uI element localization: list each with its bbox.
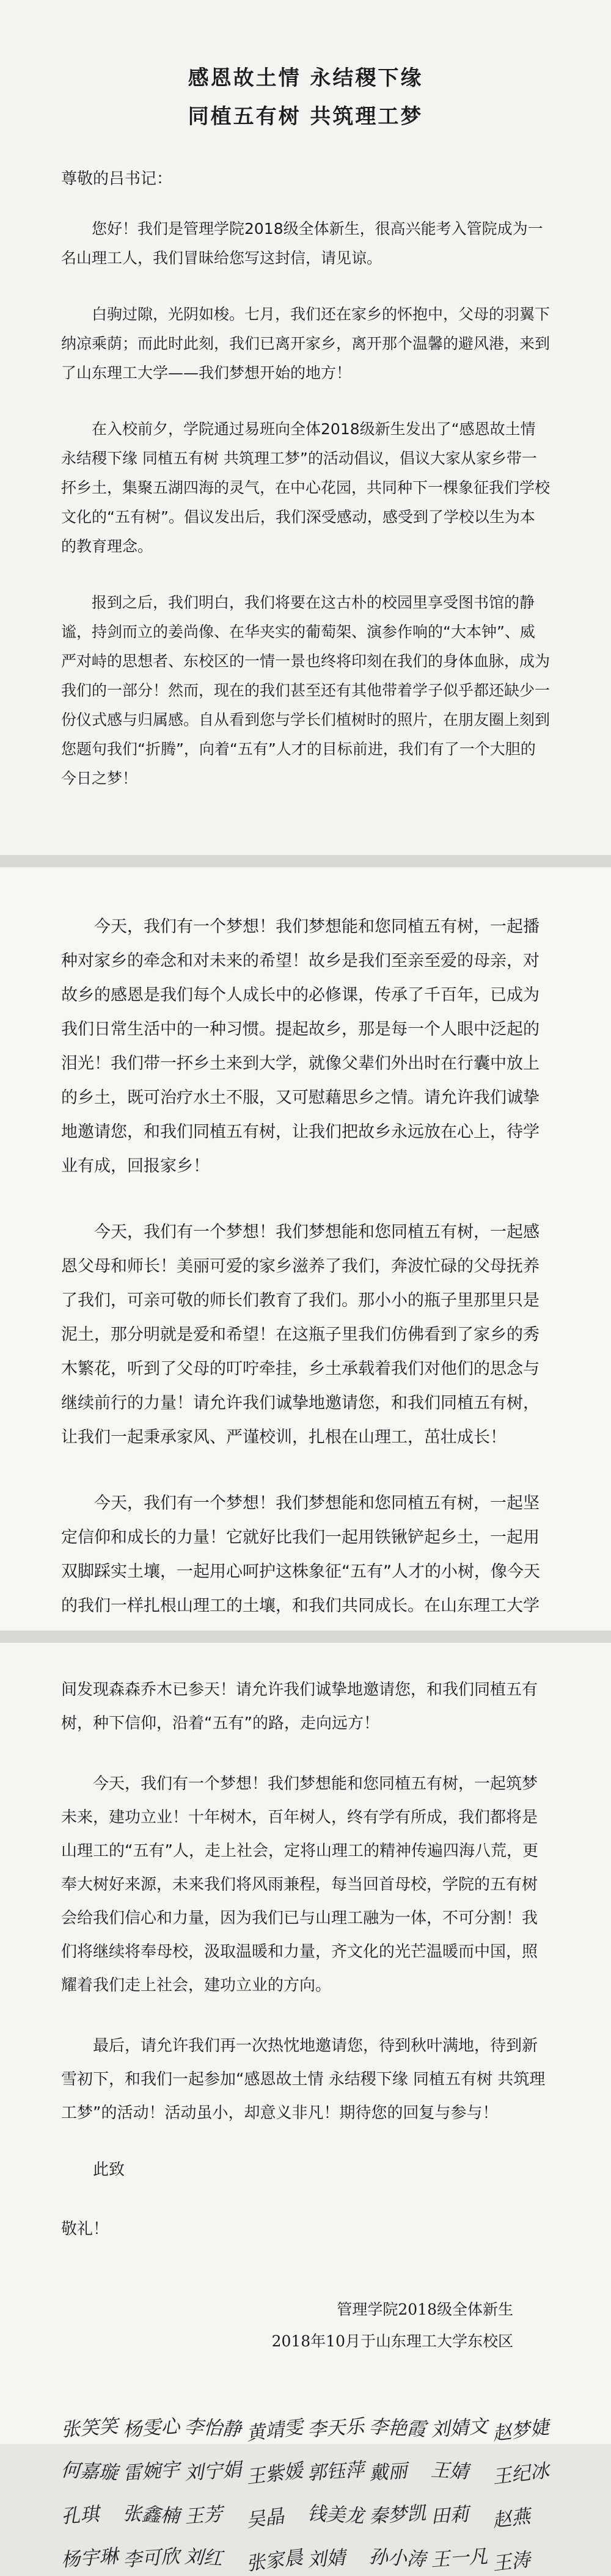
letter-page-3 [0,1643,611,2575]
letter-paragraph: 今天，我们有一个梦想！我们梦想能和您同植五有树，一起筑梦未来，建功立业！十年树木，百年树人，终有学有所成，我们都将是山理工的“五有”人，走上社会，定将山理工的精神传遍四海八荒，更奉大树好来源，未来我们将风雨兼程，每当回首母校，学院的五有树会给我们信心和力量，因为我们已与山理工融为一体，不可分割！我们将继续将奉母校，汲取温暖和力量，齐文化的光芒温暖而中国，照耀着我们走上社会，建功立业的方向。 [61,1775,538,1995]
handwritten-signature: 张笑笑 [60,2415,119,2442]
handwritten-signature: 刘婧文 [430,2415,488,2442]
handwritten-signature: 黄靖雯 [245,2416,305,2445]
handwritten-signature: 刘宁娟 [183,2458,242,2485]
letter-paragraph-continuation: 间发现森森乔木已参天！请允许我们诚挚地邀请您，和我们同植五有树，种下信仰，沿着“五有”的路，走向远方！ [61,1681,538,1733]
signature-date: 2018年10月于山东理工大学东校区 [271,2332,513,2350]
letter-paragraph: 白驹过隙，光阴如梭。七月，我们还在家乡的怀抱中，父母的羽翼下纳凉乘荫；而此时此刻，我们已离开家乡，离开那个温馨的避风港，来到了山东理工大学——我们梦想开始的地方！ [61,305,551,382]
handwritten-signature: 王一凡 [430,2545,488,2572]
signature-org: 管理学院2018级全体新生 [337,2301,513,2318]
handwritten-signature: 雷婉宇 [122,2458,181,2485]
handwritten-signature: 李可欣 [122,2545,181,2572]
handwritten-signature: 赵梦婕 [491,2416,551,2445]
letter-salutation: 尊敬的吕书记： [61,170,173,188]
page-gap [0,1631,611,1643]
letter-page-2 [0,867,611,1631]
handwritten-signature: 郭钰萍 [307,2458,365,2485]
handwritten-signature: 张鑫楠 [122,2502,180,2528]
handwritten-signature: 秦梦凯 [368,2501,427,2528]
closing-ci-zhi: 此致 [93,2161,125,2179]
letter-paragraph: 最后，请允许我们再一次热忱地邀请您，待到秋叶满地，待到新雪初下，和我们一起参加“感恩故土情 永结稷下缘 同植五有树 共筑理工梦”的活动！活动虽小，却意义非凡！期待您的回复与参与！ [61,2037,546,2122]
handwritten-signature: 戴丽 [368,2460,408,2485]
handwritten-signature: 刘婧 [307,2547,346,2572]
handwritten-signature: 吴晶 [245,2505,286,2532]
letter-page-1 [0,0,611,855]
letter-title-line-1: 感恩故土情 永结稷下缘 [188,66,423,90]
handwritten-signature: 杨宇琳 [60,2545,119,2572]
letter-paragraph: 今天，我们有一个梦想！我们梦想能和您同植五有树，一起感恩父母和师长！美丽可爱的家乡滋养了我们，奔波忙碌的父母抚养了我们，可亲可敬的师长们教育了我们。那小小的瓶子里那里只是泥土，那分明就是爱和希望！在这瓶子里我们仿佛看到了家乡的秀木繁花，听到了父母的叮咛牵挂，乡土承载着我们对他们的思念与继续前行的力量！请允许我们诚挚地邀请您，和我们同植五有树，让我们一起秉承家风、严谨校训，扎根在山理工，茁壮成长！ [61,1223,540,1447]
handwritten-signature: 钱美龙 [306,2502,365,2528]
handwritten-signature: 王涛 [491,2549,532,2575]
handwritten-signature: 李怡静 [183,2415,242,2441]
handwritten-signature: 王芳 [183,2503,223,2528]
handwritten-signature: 王婧 [430,2459,469,2483]
handwritten-signature: 李天乐 [307,2415,365,2442]
handwritten-signatures [60,2412,551,2575]
letter-paragraph: 在入校前夕，学院通过易班向全体2018级新生发出了“感恩故土情 永结稷下缘 同植五有树 共筑理工梦”的活动倡议，倡议大家从家乡带一抔乡土，集聚五湖四海的灵气，在中心花园，共同种下一棵象征我们学校文化的“五有树”。倡议发出后，我们深受感动，感受到了学校以生为本的教育理念。 [61,420,551,555]
handwritten-signature: 王纪冰 [491,2459,551,2489]
handwritten-signature: 刘红 [183,2545,223,2570]
closing-jing-li: 敬礼！ [61,2220,109,2238]
handwritten-signature: 杨雯心 [122,2415,181,2442]
letter-paragraph: 报到之后，我们明白，我们将要在这古朴的校园里享受图书馆的静谧，持剑而立的姜尚像、在华夹实的葡萄架、演参作响的“大本钟”、威严对峙的思想者、东校区的一情一景也终将印刻在我们的身体血脉，成为我们的一部分！然而，现在的我们甚至还有其他带着学子似乎都还缺少一份仪式感与归属感。自从看到您与学长们植树时的照片，在朋友圈上刻到您题句我们“折腾”，向着“五有”人才的目标前进，我们有了一个大胆的今日之梦！ [61,594,551,787]
handwritten-signature: 张家晨 [245,2546,305,2575]
letter-paragraph: 您好！我们是管理学院2018级全体新生，很高兴能考入管院成为一名山理工人，我们冒昧给您写这封信，请见谅。 [61,220,543,267]
page-gap [0,855,611,867]
handwritten-signature: 田莉 [430,2503,469,2528]
handwritten-signature: 何嘉璇 [60,2459,119,2484]
handwritten-signature: 孙小涛 [368,2545,426,2571]
handwritten-signature: 王紫媛 [245,2459,305,2489]
letter-paragraph: 今天，我们有一个梦想！我们梦想能和您同植五有树，一起坚定信仰和成长的力量！它就好比我们一起用铁锹铲起乡土，一起用双脚踩实土壤，一起用心呵护这株象征“五有”人才的小树，像今天的我们一样扎根山理工的土壤，和我们共同成长。在山东理工大学 [61,1494,540,1615]
handwritten-signature: 孔琪 [60,2503,100,2528]
letter-title-line-2: 同植五有树 共筑理工梦 [188,104,423,129]
handwritten-signature: 赵燕 [491,2505,532,2532]
letter-paragraph: 今天，我们有一个梦想！我们梦想能和您同植五有树，一起播种对家乡的牵念和对未来的希望！故乡是我们至亲至爱的母亲，对故乡的感恩是我们每个人成长中的必修课，传承了千百年，已成为我们日常生活中的一种习惯。提起故乡，那是每一个人眼中泛起的泪光！我们带一抔乡土来到大学，就像父辈们外出时在行囊中放上的乡土，既可治疗水土不服，又可慰藉思乡之情。请允许我们诚挚地邀请您，和我们同植五有树，让我们把故乡永远放在心上，待学业有成，回报家乡！ [61,917,540,1176]
handwritten-signature: 李艳霞 [368,2415,426,2441]
signature-block [61,2294,513,2357]
